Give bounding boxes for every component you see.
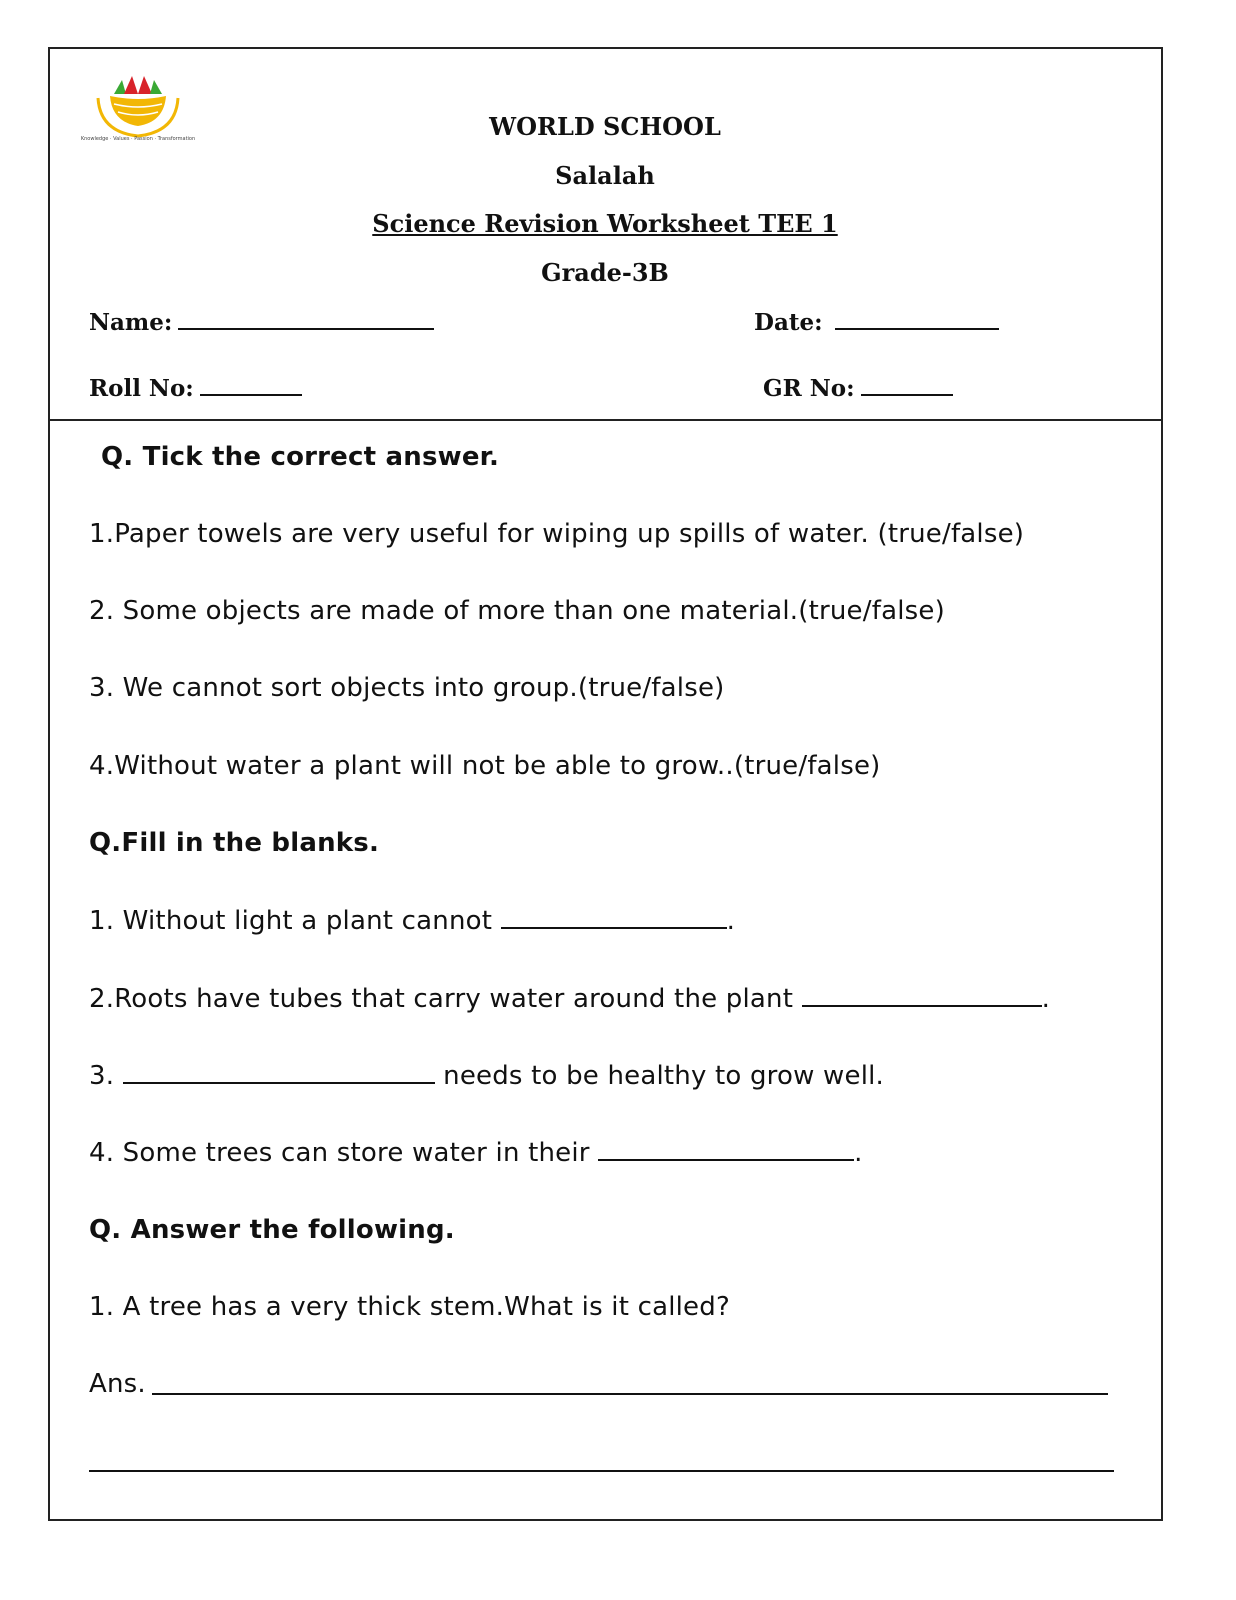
fill-question-2 bbox=[89, 981, 1050, 1016]
school-name: WORLD SCHOOL bbox=[489, 112, 721, 141]
tick-question-2: 2. Some objects are made of more than one material.(true/false) bbox=[89, 596, 945, 626]
date-field bbox=[754, 306, 999, 338]
date-blank[interactable] bbox=[835, 306, 999, 330]
roll-label: Roll No: bbox=[89, 375, 194, 402]
section-tick-heading: Q. Tick the correct answer. bbox=[101, 442, 500, 472]
fill-1-blank[interactable] bbox=[501, 903, 727, 929]
fill-4-blank[interactable] bbox=[598, 1135, 854, 1161]
fill-3-blank[interactable] bbox=[123, 1058, 435, 1084]
fill-3-text: 3. bbox=[89, 1061, 123, 1091]
fill-2-end: . bbox=[1041, 984, 1051, 1014]
grade-label: Grade-3B bbox=[541, 258, 669, 287]
svg-text:Knowledge · Values · Passion ·: Knowledge · Values · Passion · Transformation bbox=[80, 136, 196, 142]
fill-question-1 bbox=[89, 903, 735, 938]
name-field bbox=[89, 306, 434, 338]
fill-1-text: 1. Without light a plant cannot bbox=[89, 906, 501, 936]
fill-question-4 bbox=[89, 1135, 863, 1170]
tick-question-3: 3. We cannot sort objects into group.(true/false) bbox=[89, 673, 725, 703]
fill-4-text: 4. Some trees can store water in their bbox=[89, 1138, 599, 1168]
fill-question-3 bbox=[89, 1058, 884, 1093]
date-label: Date: bbox=[754, 309, 823, 336]
fill-2-text: 2.Roots have tubes that carry water around the plant bbox=[89, 984, 802, 1014]
answer-line-2[interactable] bbox=[89, 1470, 1114, 1472]
gr-field bbox=[763, 372, 953, 404]
fill-1-end: . bbox=[726, 906, 736, 936]
section-answer-heading: Q. Answer the following. bbox=[89, 1215, 455, 1245]
header-divider bbox=[48, 419, 1163, 421]
roll-blank[interactable] bbox=[200, 372, 302, 396]
fill-4-end: . bbox=[854, 1138, 863, 1168]
tick-question-1: 1.Paper towels are very useful for wiping up spills of water. (true/false) bbox=[89, 519, 1025, 549]
answer-line-1[interactable] bbox=[152, 1393, 1108, 1395]
ans-label: Ans. bbox=[89, 1369, 146, 1399]
fill-3-end: needs to be healthy to grow well. bbox=[434, 1061, 885, 1091]
section-fill-heading: Q.Fill in the blanks. bbox=[89, 828, 380, 858]
answer-question-1: 1. A tree has a very thick stem.What is it called? bbox=[89, 1292, 730, 1322]
tick-question-4: 4.Without water a plant will not be able to grow..(true/false) bbox=[89, 751, 881, 781]
name-blank[interactable] bbox=[178, 306, 434, 330]
roll-field bbox=[89, 372, 302, 404]
gr-label: GR No: bbox=[763, 375, 855, 402]
fill-2-blank[interactable] bbox=[802, 981, 1042, 1007]
name-label: Name: bbox=[89, 309, 173, 336]
school-city: Salalah bbox=[555, 161, 655, 190]
gr-blank[interactable] bbox=[861, 372, 953, 396]
worksheet-title: Science Revision Worksheet TEE 1 bbox=[372, 209, 838, 238]
